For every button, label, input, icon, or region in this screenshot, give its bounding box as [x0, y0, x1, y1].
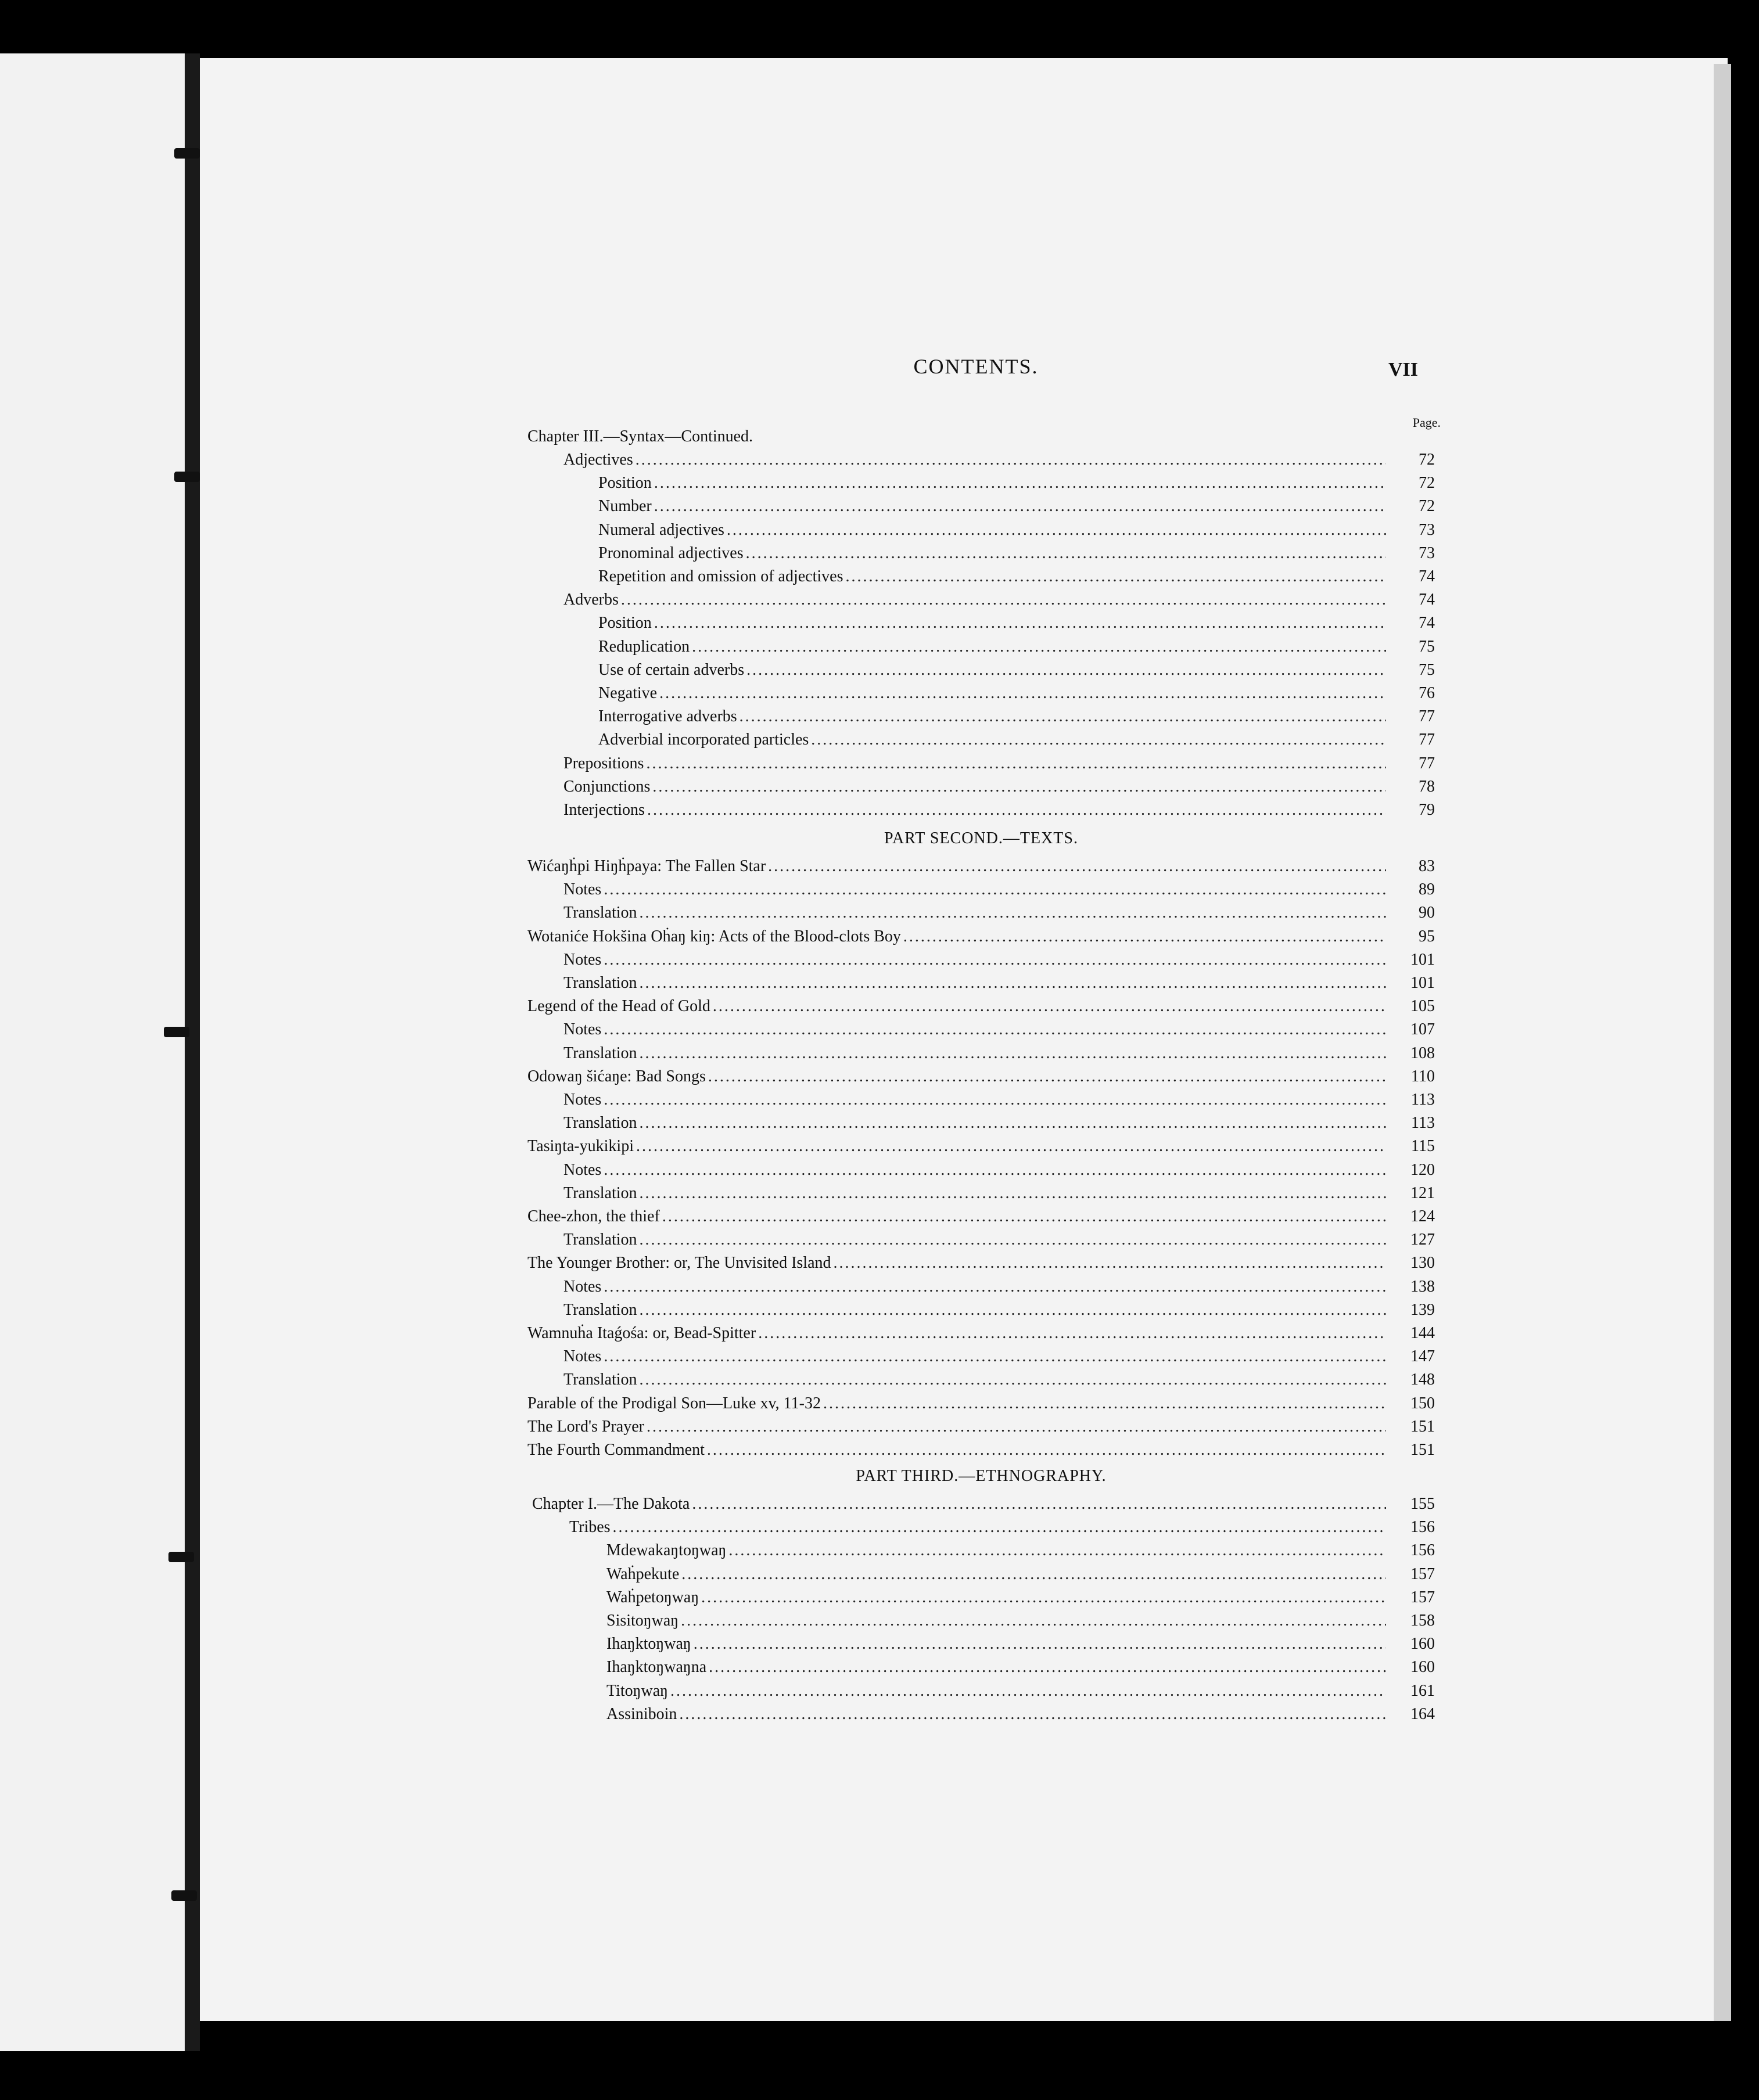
dot-leader — [823, 1394, 1386, 1413]
toc-entry — [563, 1301, 1435, 1324]
toc-entry-page: 121 — [1410, 1184, 1435, 1202]
toc-entry-page: 73 — [1419, 544, 1435, 562]
dot-leader — [709, 1658, 1386, 1677]
toc-entry — [563, 1347, 1435, 1371]
toc-entry — [527, 1418, 1435, 1441]
dot-leader — [647, 1418, 1386, 1436]
toc-entry-page: 113 — [1411, 1091, 1435, 1109]
toc-entry-label: Titoŋwaŋ — [606, 1681, 669, 1700]
toc-entry — [598, 474, 1435, 497]
toc-entry-label: Pronominal adjectives — [598, 544, 744, 562]
dot-leader — [640, 1184, 1386, 1203]
toc-entry — [527, 927, 1435, 951]
toc-entry-page: 83 — [1419, 857, 1435, 875]
dot-leader — [713, 997, 1386, 1016]
dot-leader — [654, 497, 1386, 516]
toc-entry-label: The Lord's Prayer — [527, 1417, 644, 1436]
toc-entry — [598, 638, 1435, 661]
toc-entry-label: Chee-zhon, the thief — [527, 1207, 660, 1225]
toc-entry — [563, 1020, 1435, 1044]
toc-entry-page: 160 — [1410, 1635, 1435, 1653]
toc-entry — [563, 1231, 1435, 1254]
dot-leader — [701, 1588, 1386, 1607]
page-edge-shadow — [1714, 64, 1731, 2021]
toc-entry-page: 77 — [1419, 754, 1435, 772]
toc-entry — [563, 1371, 1435, 1394]
dot-leader — [679, 1705, 1386, 1724]
toc-entry — [569, 1518, 1435, 1541]
binding-stitch — [171, 1890, 197, 1901]
toc-entry-label: Mdewakaŋtoŋwaŋ — [606, 1541, 727, 1560]
toc-entry-label: Wićaŋḣpi Hiŋḣpaya: The Fallen Star — [527, 857, 766, 875]
dot-leader — [758, 1324, 1386, 1343]
dot-leader — [811, 731, 1386, 749]
dot-leader — [604, 951, 1386, 969]
toc-entry-label: Prepositions — [563, 754, 644, 772]
dot-leader — [681, 1612, 1386, 1630]
left-page — [0, 53, 185, 2051]
toc-entry-page: 73 — [1419, 520, 1435, 539]
toc-entry-label: Adverbial incorporated particles — [598, 731, 809, 749]
dot-leader — [646, 754, 1386, 773]
part-second-heading: PART SECOND.—TEXTS. — [884, 829, 1078, 847]
toc-entry-label: Interjections — [563, 801, 645, 819]
toc-entry-page: 75 — [1419, 660, 1435, 679]
dot-leader — [692, 638, 1386, 656]
toc-entry-label: Ihaŋktoŋwaŋna — [606, 1658, 707, 1677]
toc-entry-page: 101 — [1410, 974, 1435, 992]
toc-entry-label: Interrogative adverbs — [598, 707, 737, 726]
dot-leader — [692, 1495, 1386, 1513]
dot-leader — [768, 857, 1386, 876]
toc-entry-label: Translation — [563, 1184, 637, 1202]
page-column-label: Page. — [1412, 415, 1441, 430]
toc-entry — [563, 754, 1435, 778]
dot-leader — [640, 974, 1386, 993]
dot-leader — [604, 1161, 1386, 1180]
toc-entry-label: Chapter I.—The Dakota — [532, 1495, 690, 1513]
toc-entry-page: 151 — [1410, 1441, 1435, 1459]
toc-entry — [606, 1565, 1435, 1588]
toc-entry — [563, 778, 1435, 801]
toc-entry — [527, 857, 1435, 880]
toc-entry-label: Translation — [563, 1300, 637, 1319]
toc-entry-page: 77 — [1419, 707, 1435, 726]
toc-entry — [598, 521, 1435, 544]
toc-entry-label: Odowaŋ šićaŋe: Bad Songs — [527, 1067, 706, 1085]
toc-entry-page: 77 — [1419, 731, 1435, 749]
toc-entry-page: 127 — [1410, 1231, 1435, 1249]
toc-entry — [598, 661, 1435, 684]
toc-entry-page: 157 — [1410, 1588, 1435, 1606]
toc-entry-label: Translation — [563, 1114, 637, 1132]
toc-entry-page: 113 — [1411, 1114, 1435, 1132]
toc-entry-page: 89 — [1419, 880, 1435, 899]
binding-stitch — [164, 1027, 189, 1037]
toc-entry-label: Tasiŋta-yukikipi — [527, 1137, 634, 1156]
dot-leader — [604, 1020, 1386, 1039]
toc-entry — [598, 684, 1435, 707]
toc-entry-page: 101 — [1410, 950, 1435, 969]
toc-entry-label: Negative — [598, 684, 658, 702]
toc-entry-page: 144 — [1410, 1324, 1435, 1342]
toc-entry-page: 75 — [1419, 637, 1435, 656]
toc-entry-page: 157 — [1410, 1565, 1435, 1583]
toc-entry — [527, 1441, 1435, 1464]
toc-entry-label: Translation — [563, 904, 637, 922]
toc-entry — [563, 1161, 1435, 1184]
toc-entry-page: 148 — [1410, 1371, 1435, 1389]
toc-entry — [527, 997, 1435, 1020]
toc-entry — [598, 614, 1435, 637]
toc-entry-page: 130 — [1410, 1254, 1435, 1272]
dot-leader — [654, 614, 1386, 632]
toc-entry — [606, 1682, 1435, 1705]
book-binding — [185, 53, 200, 2051]
toc-entry — [527, 1137, 1435, 1160]
toc-entry-page: 124 — [1410, 1207, 1435, 1225]
toc-entry — [606, 1705, 1435, 1728]
toc-entry-page: 161 — [1410, 1681, 1435, 1700]
dot-leader — [727, 521, 1386, 540]
toc-entry-label: Translation — [563, 1044, 637, 1062]
dot-leader — [903, 927, 1386, 946]
toc-entry-page: 147 — [1410, 1347, 1435, 1366]
toc-entry-page: 72 — [1419, 497, 1435, 516]
dot-leader — [640, 1371, 1386, 1389]
toc-entry — [606, 1588, 1435, 1612]
toc-entry-label: Repetition and omission of adjectives — [598, 567, 843, 585]
dot-leader — [604, 1278, 1386, 1296]
toc-entry-label: Conjunctions — [563, 777, 651, 796]
toc-entry-page: 76 — [1419, 684, 1435, 702]
dot-leader — [640, 1114, 1386, 1132]
dot-leader — [659, 684, 1386, 703]
toc-entry — [527, 1067, 1435, 1091]
toc-entry-label: Notes — [563, 880, 602, 899]
toc-entry-page: 107 — [1410, 1020, 1435, 1039]
dot-leader — [681, 1565, 1386, 1584]
binding-stitch — [174, 472, 200, 482]
toc-entry-label: Use of certain adverbs — [598, 660, 745, 679]
binding-stitch — [168, 1552, 194, 1562]
chapter-heading: Chapter III.—Syntax—Continued. — [527, 427, 753, 445]
toc-entry-page: 158 — [1410, 1612, 1435, 1630]
toc-entry-page: 156 — [1410, 1541, 1435, 1560]
toc-entry-label: Notes — [563, 1091, 602, 1109]
toc-entry-label: Parable of the Prodigal Son—Luke xv, 11-32 — [527, 1394, 821, 1412]
toc-entry-label: Ihaŋktoŋwaŋ — [606, 1635, 691, 1653]
toc-entry-label: Reduplication — [598, 637, 690, 656]
dot-leader — [654, 474, 1386, 492]
toc-entry — [527, 1254, 1435, 1277]
toc-entry — [598, 544, 1435, 567]
toc-entry — [598, 731, 1435, 754]
toc-entry-label: Translation — [563, 1231, 637, 1249]
toc-entry-page: 164 — [1410, 1705, 1435, 1723]
toc-entry-label: Notes — [563, 950, 602, 969]
toc-entry-label: Wotaniće Hokšina Oḣaŋ kiŋ: Acts of the Blood-clots Boy — [527, 927, 901, 945]
toc-entry-page: 74 — [1419, 567, 1435, 585]
toc-entry-page: 78 — [1419, 777, 1435, 796]
toc-entry-label: Translation — [563, 974, 637, 992]
page-title: CONTENTS. — [913, 355, 1039, 378]
toc-entry-page: 151 — [1410, 1417, 1435, 1436]
toc-entry — [563, 1184, 1435, 1207]
dot-leader — [640, 1301, 1386, 1319]
toc-entry — [606, 1612, 1435, 1635]
toc-entry-page: 138 — [1410, 1277, 1435, 1296]
dot-leader — [604, 1091, 1386, 1109]
toc-entry-label: The Fourth Commandment — [527, 1441, 705, 1459]
toc-entry — [563, 1114, 1435, 1137]
dot-leader — [647, 801, 1386, 819]
dot-leader — [604, 1347, 1386, 1366]
toc-entry-label: The Younger Brother: or, The Unvisited Island — [527, 1254, 831, 1272]
dot-leader — [640, 1044, 1386, 1063]
toc-entry — [563, 880, 1435, 904]
toc-entry — [563, 904, 1435, 927]
toc-entry-label: Sisitoŋwaŋ — [606, 1612, 679, 1630]
toc-entry — [563, 591, 1435, 614]
toc-entry-page: 95 — [1419, 927, 1435, 945]
part-third-heading: PART THIRD.—ETHNOGRAPHY. — [856, 1467, 1107, 1485]
toc-entry — [563, 1091, 1435, 1114]
dot-leader — [707, 1441, 1386, 1459]
dot-leader — [694, 1635, 1386, 1653]
toc-entry-page: 74 — [1419, 614, 1435, 632]
toc-entry-page: 115 — [1411, 1137, 1435, 1156]
toc-entry-page: 79 — [1419, 801, 1435, 819]
toc-entry-label: Position — [598, 614, 652, 632]
toc-entry — [598, 707, 1435, 731]
toc-entry — [563, 951, 1435, 974]
dot-leader — [636, 1137, 1386, 1156]
toc-entry — [563, 801, 1435, 824]
page-number: VII — [1388, 359, 1419, 380]
dot-leader — [728, 1541, 1386, 1560]
toc-entry-label: Tribes — [569, 1518, 611, 1537]
dot-leader — [662, 1207, 1386, 1226]
toc-entry — [527, 1394, 1435, 1418]
toc-entry-page: 72 — [1419, 451, 1435, 469]
dot-leader — [740, 707, 1386, 726]
toc-entry-label: Adjectives — [563, 451, 633, 469]
binding-stitch — [174, 148, 200, 159]
toc-entry-label: Wamnuḣa Itaǵośa: or, Bead-Spitter — [527, 1324, 756, 1342]
toc-entry — [606, 1658, 1435, 1681]
toc-entry-label: Waḣpetoŋwaŋ — [606, 1588, 699, 1606]
toc-entry-label: Translation — [563, 1371, 637, 1389]
toc-entry — [606, 1541, 1435, 1565]
toc-entry-label: Adverbs — [563, 591, 619, 609]
toc-entry — [527, 1207, 1435, 1231]
dot-leader — [604, 880, 1386, 899]
toc-entry-page: 155 — [1410, 1495, 1435, 1513]
toc-entry-label: Numeral adjectives — [598, 520, 724, 539]
toc-entry-label: Waḣpekute — [606, 1565, 680, 1583]
dot-leader — [670, 1682, 1386, 1700]
toc-entry-page: 105 — [1410, 997, 1435, 1016]
toc-entry — [532, 1495, 1435, 1518]
dot-leader — [640, 904, 1386, 922]
toc-entry-page: 150 — [1410, 1394, 1435, 1412]
toc-entry — [598, 567, 1435, 591]
dot-leader — [621, 591, 1386, 609]
toc-entry-page: 108 — [1410, 1044, 1435, 1062]
toc-entry-page: 74 — [1419, 591, 1435, 609]
dot-leader — [746, 661, 1386, 679]
toc-entry-page: 139 — [1410, 1300, 1435, 1319]
toc-entry-page: 156 — [1410, 1518, 1435, 1537]
toc-entry-label: Assiniboin — [606, 1705, 677, 1723]
dot-leader — [636, 451, 1386, 469]
toc-entry-page: 90 — [1419, 904, 1435, 922]
toc-entry-label: Legend of the Head of Gold — [527, 997, 710, 1016]
dot-leader — [834, 1254, 1386, 1272]
toc-entry-label: Notes — [563, 1160, 602, 1179]
toc-entry — [563, 1044, 1435, 1067]
toc-entry — [598, 497, 1435, 520]
toc-entry-label: Notes — [563, 1347, 602, 1366]
toc-entry-label: Notes — [563, 1277, 602, 1296]
toc-entry-label: Number — [598, 497, 652, 516]
dot-leader — [708, 1067, 1386, 1086]
dot-leader — [652, 778, 1386, 796]
toc-entry — [563, 451, 1435, 474]
toc-entry-label: Notes — [563, 1020, 602, 1039]
toc-entry-page: 120 — [1410, 1160, 1435, 1179]
toc-entry-page: 72 — [1419, 474, 1435, 492]
toc-entry — [606, 1635, 1435, 1658]
toc-entry — [563, 1278, 1435, 1301]
toc-entry-label: Position — [598, 474, 652, 492]
toc-entry — [563, 974, 1435, 997]
toc-entry-page: 110 — [1411, 1067, 1435, 1085]
toc-entry-page: 160 — [1410, 1658, 1435, 1677]
dot-leader — [613, 1518, 1386, 1537]
dot-leader — [746, 544, 1386, 563]
dot-leader — [640, 1231, 1386, 1249]
dot-leader — [845, 567, 1386, 586]
toc-entry — [527, 1324, 1435, 1347]
